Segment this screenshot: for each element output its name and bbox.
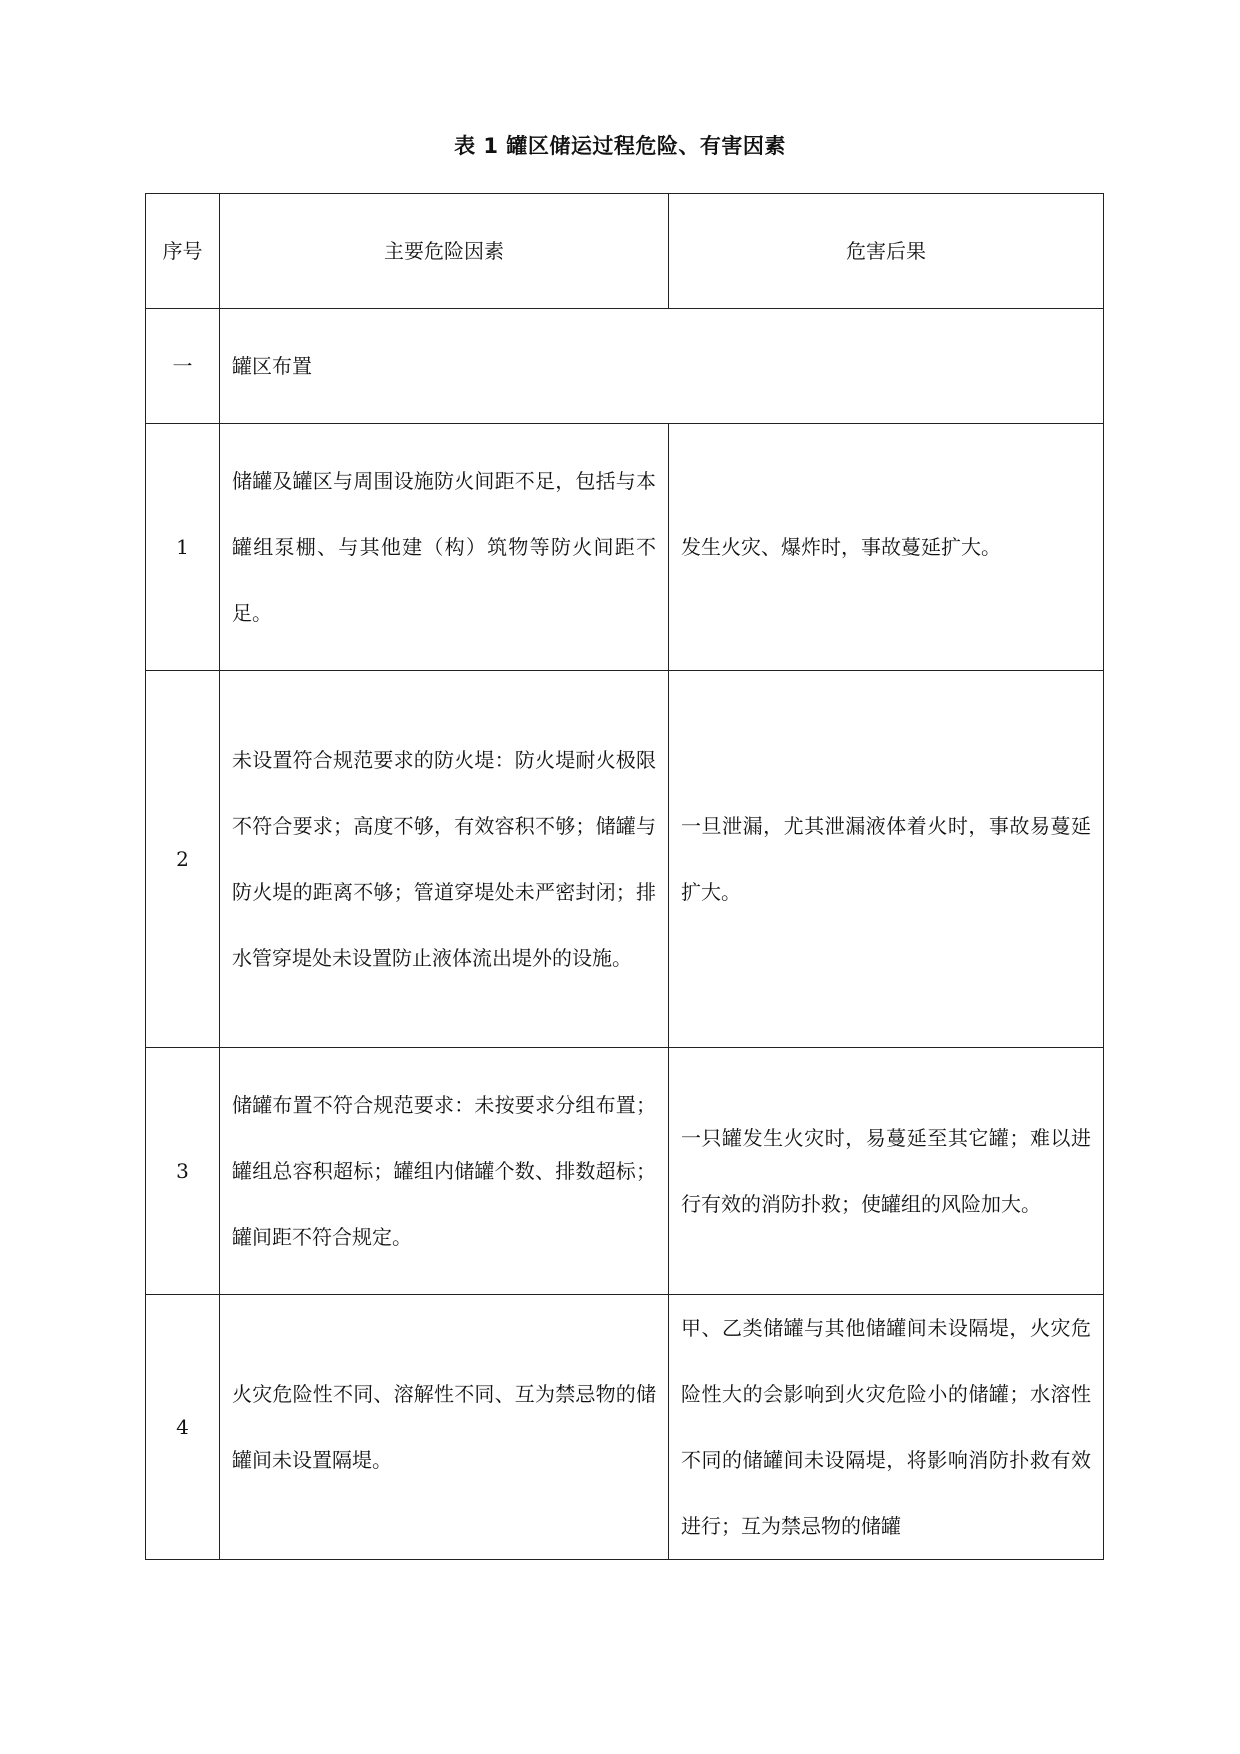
header-factor: 主要危险因素 bbox=[220, 194, 669, 309]
table-header-row bbox=[146, 194, 1104, 309]
row-number: 3 bbox=[146, 1048, 220, 1295]
header-number: 序号 bbox=[146, 194, 220, 309]
row-factor: 火灾危险性不同、溶解性不同、互为禁忌物的储罐间未设置隔堤。 bbox=[220, 1295, 669, 1560]
row-factor: 未设置符合规范要求的防火堤：防火堤耐火极限不符合要求；高度不够，有效容积不够；储罐与防火堤的距离不够；管道穿堤处未严密封闭；排水管穿堤处未设置防止液体流出堤外的设施。 bbox=[220, 671, 669, 1048]
row-number: 2 bbox=[146, 671, 220, 1048]
row-consequence: 发生火灾、爆炸时，事故蔓延扩大。 bbox=[669, 424, 1104, 671]
row-number: 4 bbox=[146, 1295, 220, 1560]
table-row bbox=[146, 1048, 1104, 1295]
section-number: 一 bbox=[146, 309, 220, 424]
row-consequence: 一只罐发生火灾时，易蔓延至其它罐；难以进行有效的消防扑救；使罐组的风险加大。 bbox=[669, 1048, 1104, 1295]
table-row bbox=[146, 1295, 1104, 1560]
row-consequence: 一旦泄漏，尤其泄漏液体着火时，事故易蔓延扩大。 bbox=[669, 671, 1104, 1048]
hazard-table bbox=[145, 193, 1104, 1560]
table-row bbox=[146, 424, 1104, 671]
header-consequence: 危害后果 bbox=[669, 194, 1104, 309]
table-row bbox=[146, 671, 1104, 1048]
row-factor: 储罐及罐区与周围设施防火间距不足，包括与本罐组泵棚、与其他建（构）筑物等防火间距不足。 bbox=[220, 424, 669, 671]
section-row bbox=[146, 309, 1104, 424]
page-title: 表 1 罐区储运过程危险、有害因素 bbox=[454, 134, 786, 158]
row-factor: 储罐布置不符合规范要求：未按要求分组布置；罐组总容积超标；罐组内储罐个数、排数超标；罐间距不符合规定。 bbox=[220, 1048, 669, 1295]
section-label: 罐区布置 bbox=[220, 309, 1104, 424]
row-number: 1 bbox=[146, 424, 220, 671]
row-consequence: 甲、乙类储罐与其他储罐间未设隔堤，火灾危险性大的会影响到火灾危险小的储罐；水溶性不同的储罐间未设隔堤，将影响消防扑救有效进行；互为禁忌物的储罐 bbox=[669, 1295, 1104, 1560]
